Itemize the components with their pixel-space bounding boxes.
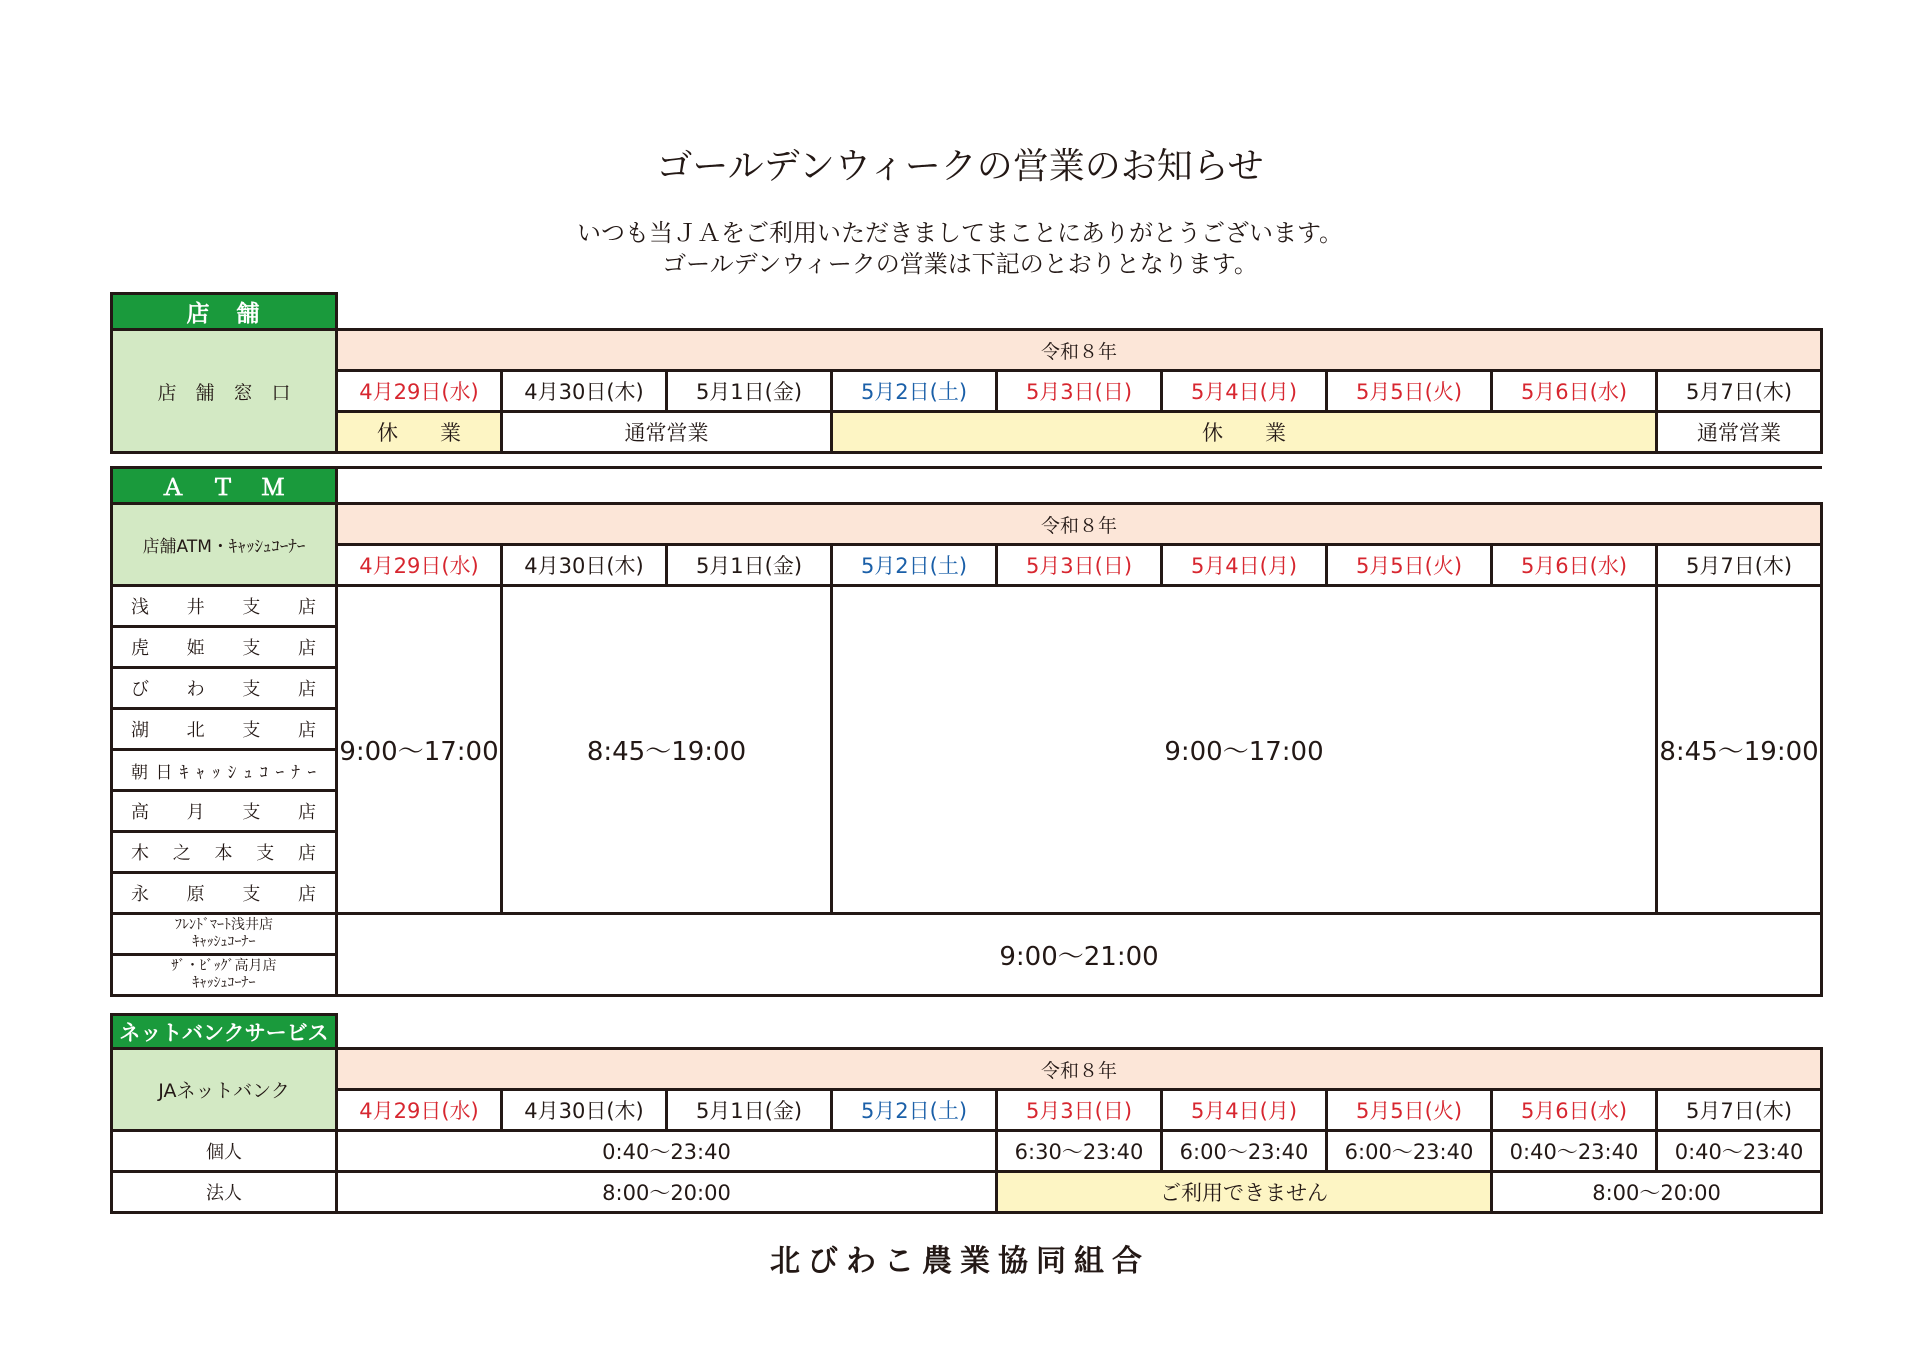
year-label: 令和８年 bbox=[337, 1049, 1822, 1090]
store-window-label: 店 舗 窓 口 bbox=[112, 330, 337, 453]
branch-name: 永原支店 bbox=[112, 873, 337, 914]
atm-hours: 8:45〜19:00 bbox=[1657, 586, 1822, 914]
date-header: 4月30日(木) bbox=[502, 371, 667, 412]
date-header: 5月5日(火) bbox=[1327, 545, 1492, 586]
atm-hours: 9:00〜17:00 bbox=[832, 586, 1657, 914]
special-line: ｻﾞ・ﾋﾞｯｸﾞ高月店 bbox=[171, 958, 277, 974]
date-header: 5月2日(土) bbox=[832, 371, 997, 412]
year-label: 令和８年 bbox=[337, 330, 1822, 371]
intro-line-1: いつも当ＪＡをご利用いただきましてまことにありがとうございます。 bbox=[576, 219, 1344, 247]
personal-label: 個人 bbox=[112, 1131, 337, 1172]
corporate-unavailable: ご利用できません bbox=[997, 1172, 1492, 1213]
status-closed: 休 業 bbox=[337, 412, 502, 453]
atm-hours: 8:45〜19:00 bbox=[502, 586, 832, 914]
atm-hours-special: 9:00〜21:00 bbox=[337, 914, 1822, 996]
date-header: 5月5日(火) bbox=[1327, 1090, 1492, 1131]
date-header: 5月3日(日) bbox=[997, 371, 1162, 412]
date-header: 4月30日(木) bbox=[502, 545, 667, 586]
intro-line-2: ゴールデンウィークの営業は下記のとおりとなります。 bbox=[662, 250, 1258, 278]
branch-name: 浅井支店 bbox=[112, 586, 337, 627]
corporate-hours: 8:00〜20:00 bbox=[337, 1172, 997, 1213]
branch-name: 虎姫支店 bbox=[112, 627, 337, 668]
netbank-section-tag: ネットバンクサービス bbox=[112, 1015, 337, 1049]
personal-hours: 0:40〜23:40 bbox=[1657, 1131, 1822, 1172]
atm-hours: 9:00〜17:00 bbox=[337, 586, 502, 914]
date-header: 5月7日(木) bbox=[1657, 371, 1822, 412]
status-open: 通常営業 bbox=[502, 412, 832, 453]
date-header: 4月29日(水) bbox=[337, 371, 502, 412]
special-line: ｷｬｯｼｭｺｰﾅｰ bbox=[192, 934, 256, 950]
date-header: 4月29日(水) bbox=[337, 545, 502, 586]
date-header: 4月29日(水) bbox=[337, 1090, 502, 1131]
page-title: ゴールデンウィークの営業のお知らせ bbox=[656, 146, 1264, 187]
date-header: 5月1日(金) bbox=[667, 1090, 832, 1131]
personal-hours: 0:40〜23:40 bbox=[337, 1131, 997, 1172]
branch-name: 木之本支店 bbox=[112, 832, 337, 873]
date-header: 5月2日(土) bbox=[832, 1090, 997, 1131]
date-header: 5月4日(月) bbox=[1162, 1090, 1327, 1131]
date-header: 5月6日(水) bbox=[1492, 545, 1657, 586]
atm-label: 店舗ATM・ｷｬｯｼｭｺｰﾅｰ bbox=[112, 504, 337, 586]
date-header: 5月6日(水) bbox=[1492, 371, 1657, 412]
intro-text bbox=[0, 218, 1920, 280]
date-header: 5月3日(日) bbox=[997, 545, 1162, 586]
atm-schedule-table bbox=[110, 466, 1823, 997]
branch-name: びわ支店 bbox=[112, 668, 337, 709]
date-header: 5月4日(月) bbox=[1162, 545, 1327, 586]
spacer bbox=[337, 468, 1822, 504]
date-header: 5月7日(木) bbox=[1657, 545, 1822, 586]
store-schedule-table bbox=[110, 292, 1823, 454]
special-line: ﾌﾚﾝﾄﾞﾏｰﾄ浅井店 bbox=[175, 917, 273, 933]
date-header: 5月1日(金) bbox=[667, 371, 832, 412]
date-header: 5月5日(火) bbox=[1327, 371, 1492, 412]
personal-hours: 6:00〜23:40 bbox=[1162, 1131, 1327, 1172]
special-line: ｷｬｯｼｭｺｰﾅｰ bbox=[192, 975, 256, 991]
branch-name: 朝日ｷｬｯｼｭｺｰﾅｰ bbox=[112, 750, 337, 791]
status-closed: 休 業 bbox=[832, 412, 1657, 453]
branch-name-special bbox=[112, 914, 337, 955]
spacer bbox=[337, 294, 1822, 330]
corporate-hours: 8:00〜20:00 bbox=[1492, 1172, 1822, 1213]
netbank-label: JAネットバンク bbox=[112, 1049, 337, 1131]
atm-section-tag: Ａ Ｔ Ｍ bbox=[112, 468, 337, 504]
date-header: 4月30日(木) bbox=[502, 1090, 667, 1131]
organization-name: 北びわこ農業協同組合 bbox=[770, 1244, 1150, 1279]
personal-hours: 6:30〜23:40 bbox=[997, 1131, 1162, 1172]
date-header: 5月1日(金) bbox=[667, 545, 832, 586]
date-header: 5月6日(水) bbox=[1492, 1090, 1657, 1131]
personal-hours: 0:40〜23:40 bbox=[1492, 1131, 1657, 1172]
spacer bbox=[337, 1015, 1822, 1049]
personal-hours: 6:00〜23:40 bbox=[1327, 1131, 1492, 1172]
status-open: 通常営業 bbox=[1657, 412, 1822, 453]
date-header: 5月7日(木) bbox=[1657, 1090, 1822, 1131]
year-label: 令和８年 bbox=[337, 504, 1822, 545]
branch-name-special bbox=[112, 955, 337, 996]
date-header: 5月2日(土) bbox=[832, 545, 997, 586]
netbank-schedule-table bbox=[110, 1013, 1823, 1214]
store-section-tag: 店 舗 bbox=[112, 294, 337, 330]
branch-name: 高月支店 bbox=[112, 791, 337, 832]
corporate-label: 法人 bbox=[112, 1172, 337, 1213]
date-header: 5月4日(月) bbox=[1162, 371, 1327, 412]
branch-name: 湖北支店 bbox=[112, 709, 337, 750]
date-header: 5月3日(日) bbox=[997, 1090, 1162, 1131]
